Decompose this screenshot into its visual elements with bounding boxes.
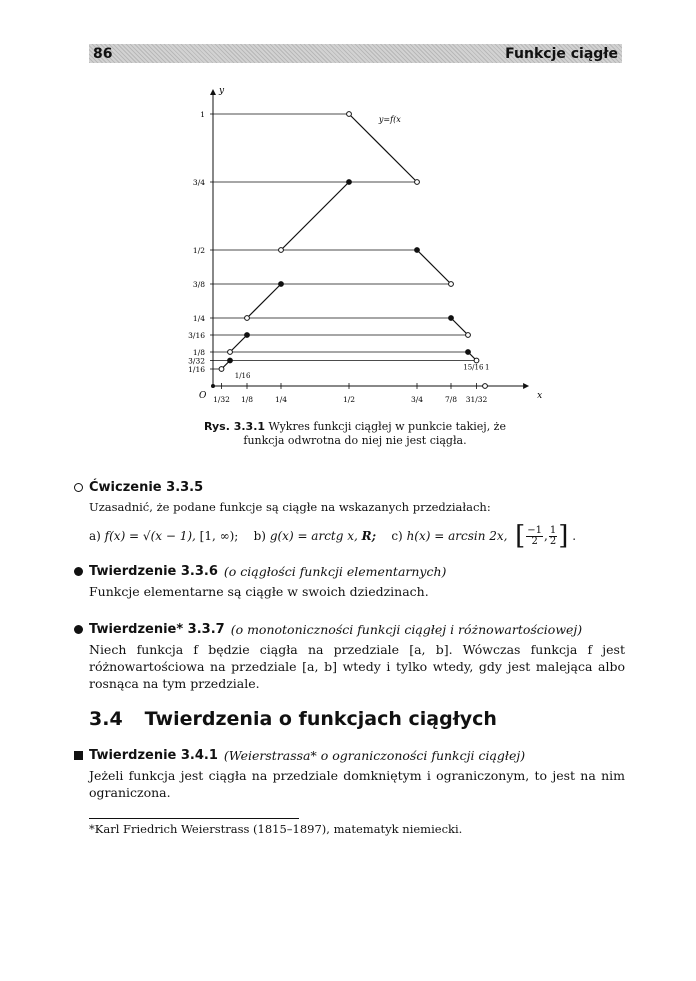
exercise-text: Uzasadnić, że podane funkcje są ciągłe na wskazanych przedziałach:: [89, 500, 491, 514]
closed-endpoint: [279, 282, 284, 287]
x-tick-label: 1/2: [342, 395, 356, 404]
curve-label: y=f(x: [378, 115, 401, 125]
open-endpoint: [483, 384, 488, 389]
part-a-function: f(x) = √(x − 1),: [104, 529, 196, 543]
theorem-3-4-1-subtitle: (Weierstrassa* o ograniczoności funkcji ciągłej): [223, 748, 526, 763]
part-b-domain: R;: [361, 529, 377, 543]
section-number: 3.4: [89, 708, 123, 730]
caption-label: Rys. 3.3.1: [204, 420, 266, 433]
y-tick-label: 3/16: [188, 331, 205, 340]
inner-label: 15/16: [463, 363, 484, 372]
filled-square-icon: [74, 751, 83, 760]
closed-endpoint: [449, 316, 454, 321]
right-bracket-icon: ]: [558, 521, 569, 551]
graph-segment: [230, 335, 247, 352]
open-endpoint: [219, 367, 224, 372]
footnote-rule: [89, 818, 299, 819]
chapter-title: Funkcje ciągłe: [505, 45, 618, 62]
open-endpoint: [347, 112, 352, 117]
x-tick-label: 3/4: [410, 395, 424, 404]
theorem-3-4-1-heading-row: [74, 748, 634, 763]
y-tick-label: 1/2: [192, 246, 205, 255]
part-b-label: b): [253, 529, 266, 543]
y-tick-label: 1/4: [192, 314, 205, 323]
exercise-heading-row: [74, 480, 634, 495]
page-number: 86: [93, 45, 113, 62]
theorem-3-3-7: [74, 622, 634, 692]
figure-caption: [185, 420, 525, 448]
y-tick-label: 3/8: [192, 280, 205, 289]
inner-label: 1: [485, 363, 490, 372]
section-heading: [89, 708, 497, 730]
open-endpoint: [415, 180, 420, 185]
open-circle-icon: [74, 483, 83, 492]
x-axis-arrow-icon: [523, 383, 529, 389]
y-tick-label: 1/16: [188, 365, 205, 374]
closed-endpoint: [466, 350, 471, 355]
closed-endpoint: [245, 333, 250, 338]
exercise-3-3-5: [74, 480, 634, 551]
part-c-label: c): [391, 529, 403, 543]
x-tick-label: 1/4: [274, 395, 288, 404]
theorem-3-3-7-subtitle: (o monotoniczności funkcji ciągłej i różnowartościowej): [230, 622, 583, 637]
filled-circle-icon: [74, 567, 83, 576]
theorem-3-3-6-text: Funkcje elementarne są ciągłe w swoich dziedzinach.: [89, 584, 429, 599]
graph-segment: [247, 284, 281, 318]
part-c-function: h(x) = arcsin 2x,: [406, 529, 508, 543]
theorem-3-4-1: [74, 748, 634, 801]
left-fraction: [526, 526, 543, 547]
exercise-parts: a) f(x) = √(x − 1), [1, ∞); b) g(x) = arctg x, R; c) h(x) = arcsin 2x, [ $\frac{-1}{2}$ , $\frac{1}{2}$ ] .: [89, 521, 577, 551]
closed-endpoint: [228, 358, 233, 363]
caption-text: Wykres funkcji ciągłej w punkcie takiej, że funkcja odwrotna do niej nie jest ciągła.: [243, 420, 506, 447]
closed-endpoint: [415, 248, 420, 253]
theorem-3-3-6-heading-row: [74, 564, 634, 579]
open-endpoint: [466, 333, 471, 338]
theorem-3-4-1-heading: Twierdzenie 3.4.1: [89, 748, 218, 763]
theorem-3-3-7-heading: Twierdzenie* 3.3.7: [89, 622, 225, 637]
theorem-3-3-7-heading-row: [74, 622, 634, 637]
filled-circle-icon: [74, 625, 83, 634]
function-graph: [165, 80, 543, 410]
inner-label: 1/16: [234, 371, 251, 380]
section-title: Twierdzenia o funkcjach ciągłych: [144, 708, 497, 730]
exercise-heading: Ćwiczenie 3.3.5: [89, 480, 204, 495]
part-a-label: a): [89, 529, 101, 543]
x-tick-label: 1/8: [240, 395, 254, 404]
left-bracket-icon: [: [515, 521, 526, 551]
theorem-3-3-6-subtitle: (o ciągłości funkcji elementarnych): [223, 564, 447, 579]
right-fraction-numerator: 1: [549, 524, 557, 536]
right-fraction: [549, 526, 557, 547]
left-fraction-numerator: −1: [527, 524, 543, 536]
y-tick-label: 3/32: [188, 356, 205, 366]
footnote: *Karl Friedrich Weierstrass (1815–1897), matematyk niemiecki.: [89, 822, 463, 836]
x-axis-label: x: [537, 391, 543, 401]
graph-segment: [281, 182, 349, 250]
open-endpoint: [245, 316, 250, 321]
open-endpoint: [228, 350, 233, 355]
x-tick-label: 31/32: [465, 395, 488, 404]
left-fraction-denominator: 2: [531, 535, 538, 547]
open-endpoint: [449, 282, 454, 287]
open-endpoint: [474, 358, 479, 363]
origin-point: [211, 384, 215, 388]
y-tick-label: 1/8: [192, 348, 205, 357]
theorem-3-3-6: [74, 564, 634, 600]
page-header: [89, 44, 622, 63]
part-b-function: g(x) = arctg x,: [269, 529, 358, 543]
theorem-3-3-7-text: Niech funkcja f będzie ciągła na przedziale [a, b]. Wówczas funkcja f jest różnowartościowa na przedziale [a, b] wtedy i tylko wtedy, gdy jest malejąca albo rosnąca na tym przedziale.: [89, 642, 625, 691]
y-tick-label: 1: [200, 110, 205, 119]
open-endpoint: [279, 248, 284, 253]
part-a-interval: [1, ∞);: [199, 529, 239, 543]
theorem-3-4-1-text: Jeżeli funkcja jest ciągła na przedziale domkniętym i ograniczonym, to jest na nim ograniczona.: [89, 768, 625, 800]
theorem-3-3-6-heading: Twierdzenie 3.3.6: [89, 564, 218, 579]
graph-segment: [349, 114, 417, 182]
closed-endpoint: [347, 180, 352, 185]
graph-segment: [451, 318, 468, 335]
x-tick-label: 1/32: [213, 395, 230, 404]
y-axis-label: y: [219, 85, 225, 96]
right-fraction-denominator: 2: [549, 535, 557, 547]
y-tick-label: 3/4: [192, 178, 205, 187]
y-axis-arrow-icon: [210, 89, 216, 95]
origin-label: O: [199, 391, 207, 401]
x-tick-label: 7/8: [444, 395, 458, 404]
graph-segment: [417, 250, 451, 284]
